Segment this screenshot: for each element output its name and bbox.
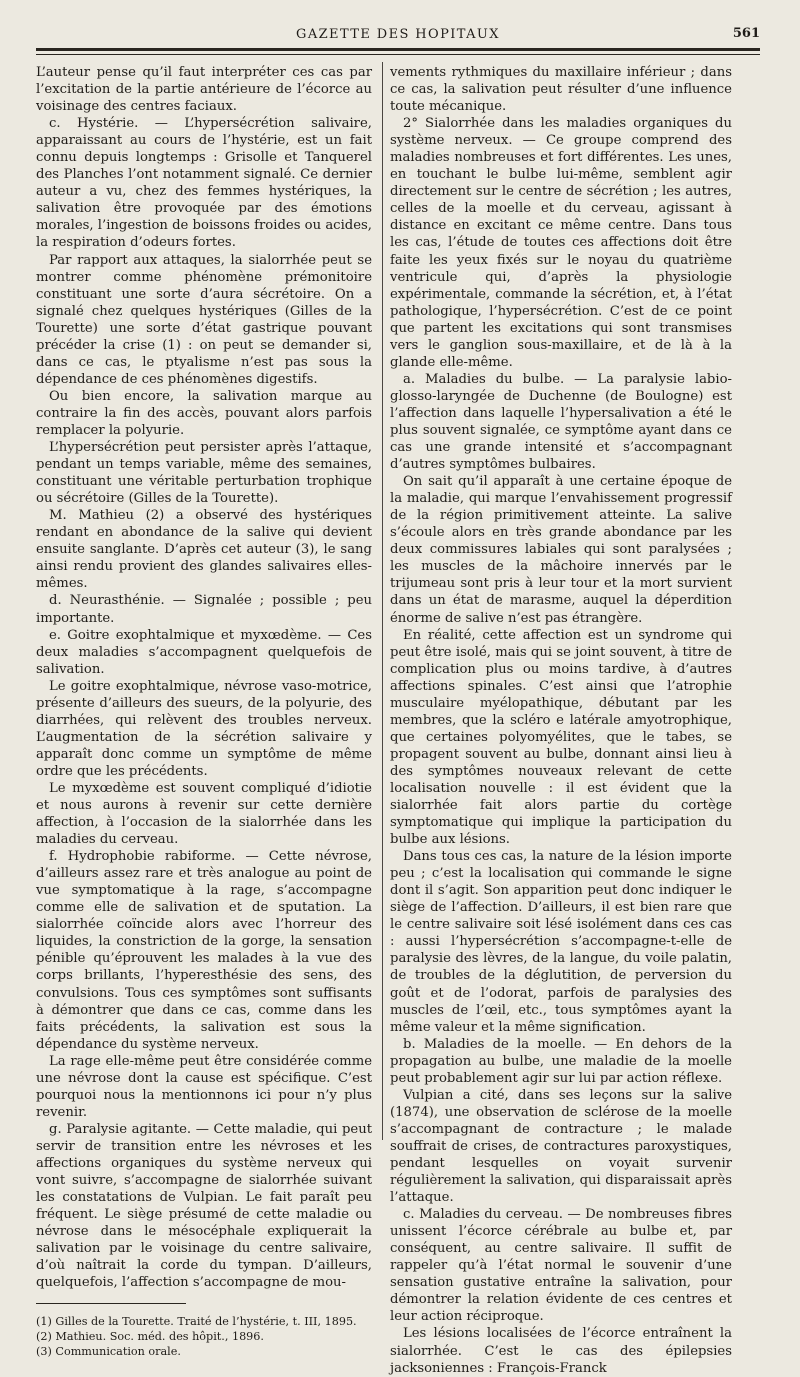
footnote: (3) Communication orale. — [36, 1345, 181, 1359]
header-rule-thin — [36, 54, 760, 55]
paragraph: c. Hystérie. — L’hypersécrétion salivaire, apparaissant au cours de l’hystérie, est un fait connu depuis longtemps : Grisolle et Tanquerel des Planches l’ont notamment signalé. Ce dernier auteur a vu, chez des femmes hystériques, la salivation être provoquée par des émotions morales, l’ingestion de boissons froides ou acides, la respiration d’odeurs fortes. — [36, 116, 372, 251]
paragraph: L’auteur pense qu’il faut interpréter ces cas par l’excitation de la partie antérieure de l’écorce au voisinage des centres faciaux. — [36, 65, 372, 115]
paragraph: c. Maladies du cerveau. — De nombreuses fibres unissent l’écorce cérébrale au bulbe et, par conséquent, au centre salivaire. Il suffit de rappeler qu’à l’état normal le souvenir d’une sensation gustative entraîne la salivation, pour démontrer la relation évidente de ces centres et leur action réciproque. — [390, 1207, 732, 1325]
paragraph: Ou bien encore, la salivation marque au contraire la fin des accès, pouvant alors parfois remplacer la polyurie. — [36, 388, 372, 438]
right-column — [390, 64, 732, 1377]
paragraph: Vulpian a cité, dans ses leçons sur la salive (1874), une observation de sclérose de la moelle s’accompagnant de contracture ; le malade souffrait de crises, de contractures paroxystiques, pendant lesquelles on voyait survenir régulièrement la salivation, qui disparaissait après l’attaque. — [390, 1087, 732, 1206]
section-heading-paragraph: 2° Sialorrhée dans les maladies organiques du système nerveux. — Ce groupe comprend des maladies nombreuses et fort différentes. Les unes, en touchant le bulbe lui-même, semblent agir directement sur le centre de sécrétion ; les autres, celles de la moelle et du cerveau, agissant à distance en excitant ce même centre. Dans tous les cas, l’étude de toutes ces affections doit être faite les yeux fixés sur le noyau du quatrième ventricule qui, d’après la physiologie expérimentale, commande la sécrétion, et, à l’état pathologique, l’hypersécrétion. C’est de ce point que partent les excitations qui sont transmises vers le ganglion sous-maxillaire, et de là à la glande elle-même. — [390, 116, 732, 370]
column-divider — [382, 62, 383, 1140]
paragraph: f. Hydrophobie rabiforme. — Cette névrose, d’ailleurs assez rare et très analogue au point de vue symptomatique à la rage, s’accompagne comme elle de salivation et de sputation. La sialorrhée coïncide alors avec l’horreur des liquides, la constriction de la gorge, la sensation pénible qu’éprouvent les malades à la vue des corps brillants, l’hyperesthésie des sens, des convulsions. Tous ces symptômes sont suffisants à démontrer que dans ce cas, comme dans les faits précédents, la salivation est sous la dépendance du système nerveux. — [36, 849, 372, 1052]
paragraph: Par rapport aux attaques, la sialorrhée peut se montrer comme phénomène prémonitoire constituant une sorte d’aura sécrétoire. On a signalé chez quelques hystériques (Gilles de la Tourette) une sorte d’état gastrique pouvant précéder la crise (1) : on peut se demander si, dans ce cas, le ptyalisme n’est pas sous la dépendance de ces phénomènes digestifs. — [36, 252, 372, 387]
paragraph: M. Mathieu (2) a observé des hystériques rendant en abondance de la salive qui devient ensuite sanglante. D’après cet auteur (3), le sang ainsi rendu provient des glandes salivaires elles-mêmes. — [36, 508, 372, 592]
paragraph: La rage elle-même peut être considérée comme une névrose dont la cause est spécifique. C’est pourquoi nous la mentionnons ici pour n’y plus revenir. — [36, 1053, 372, 1120]
paragraph: a. Maladies du bulbe. — La paralysie labio-glosso-laryngée de Duchenne (de Boulogne) est l’affection dans laquelle l’hypersalivation a été le plus souvent signalée, ce symptôme ayant dans ce cas une grande intensité et s’accompagnant d’autres symptômes bulbaires. — [390, 371, 732, 473]
paragraph: On sait qu’il apparaît à une certaine époque de la maladie, qui marque l’envahissement progressif de la région primitivement atteinte. La salive s’écoule alors en très grande abondance par les deux commissures labiales qui sont paralysées ; les muscles de la mâchoire innervés par le trijumeau sont pris à leur tour et la mort survient dans un état de marasme, auquel la déperdition énorme de salive n’est pas étrangère. — [390, 474, 732, 626]
paragraph: g. Paralysie agitante. — Cette maladie, qui peut servir de transition entre les névroses et les affections organiques du système nerveux qui vont suivre, s’accompagne de sialorrhée suivant les constatations de Vulpian. Le fait paraît peu fréquent. Le siège présumé de cette maladie ou névrose dans le mésocéphale expliquerait la salivation par le voisinage du centre salivaire, d’où naîtrait la corde du tympan. D’ailleurs, quelquefois, l’affection s’accompagne de mou- — [36, 1121, 372, 1291]
paragraph: b. Maladies de la moelle. — En dehors de la propagation au bulbe, une maladie de la moelle peut probablement agir sur lui par action réflexe. — [390, 1036, 732, 1086]
footnote-rule — [36, 1303, 186, 1304]
paragraph: e. Goitre exophtalmique et myxœdème. — Ces deux maladies s’accompagnent quelquefois de salivation. — [36, 627, 372, 677]
page-number: 561 — [732, 26, 760, 41]
paragraph: Le myxœdème est souvent compliqué d’idiotie et nous aurons à revenir sur cette dernière affection, à l’occasion de la sialorrhée dans les maladies du cerveau. — [36, 780, 372, 848]
footnote: (1) Gilles de la Tourette. Traité de l’hystérie, t. III, 1895. — [36, 1315, 357, 1329]
paragraph: Dans tous ces cas, la nature de la lésion importe peu ; c’est la localisation qui commande le signe dont il s’agit. Son apparition peut donc indiquer le siège de l’affection. D’ailleurs, il est bien rare que le centre salivaire soit lésé isolément dans ces cas : aussi l’hypersécrétion s’accompagne-t-elle de paralysie des lèvres, de la langue, du voile palatin, de troubles de la déglutition, de perversion du goût et de l’odorat, parfois de paralysies des muscles de l’œil, etc., tous symptômes ayant la même valeur et la même signification. — [390, 849, 732, 1035]
page-header — [36, 24, 760, 46]
header-rule-thick — [36, 48, 760, 51]
left-column — [36, 64, 372, 1359]
journal-title: GAZETTE DES HOPITAUX — [296, 27, 500, 42]
paragraph: En réalité, cette affection est un syndrome qui peut être isolé, mais qui se joint souvent, à titre de complication plus ou moins tardive, à d’autres affections spinales. C’est ainsi que l’atrophie musculaire myélopathique, débutant par les membres, que la scléro e latérale amyotrophique, que certaines polyomyélites, que le tabes, se propagent souvent au bulbe, donnant ainsi lieu à des symptômes nouveaux relevant de cette localisation nouvelle : il est évident que la sialorrhée fait alors partie du cortège symptomatique qui implique la participation du bulbe aux lésions. — [390, 627, 732, 848]
paragraph: d. Neurasthénie. — Signalée ; possible ; peu importante. — [36, 593, 372, 626]
footnote: (2) Mathieu. Soc. méd. des hôpit., 1896. — [36, 1330, 264, 1344]
paragraph: L’hypersécrétion peut persister après l’attaque, pendant un temps variable, même des semaines, constituant une véritable perturbation trophique ou sécrétoire (Gilles de la Tourette). — [36, 440, 372, 507]
paragraph: Le goitre exophtalmique, névrose vaso-motrice, présente d’ailleurs des sueurs, de la polyurie, des diarrhées, qui relèvent des troubles nerveux. L’augmentation de la sécrétion salivaire y apparaît donc comme un symptôme de même ordre que les précédents. — [36, 678, 372, 779]
paragraph: Les lésions localisées de l’écorce entraînent la sialorrhée. C’est le cas des épilepsies jacksoniennes : François-Franck — [390, 1326, 732, 1376]
paragraph: vements rythmiques du maxillaire inférieur ; dans ce cas, la salivation peut résulter d’une influence toute mécanique. — [390, 65, 732, 115]
